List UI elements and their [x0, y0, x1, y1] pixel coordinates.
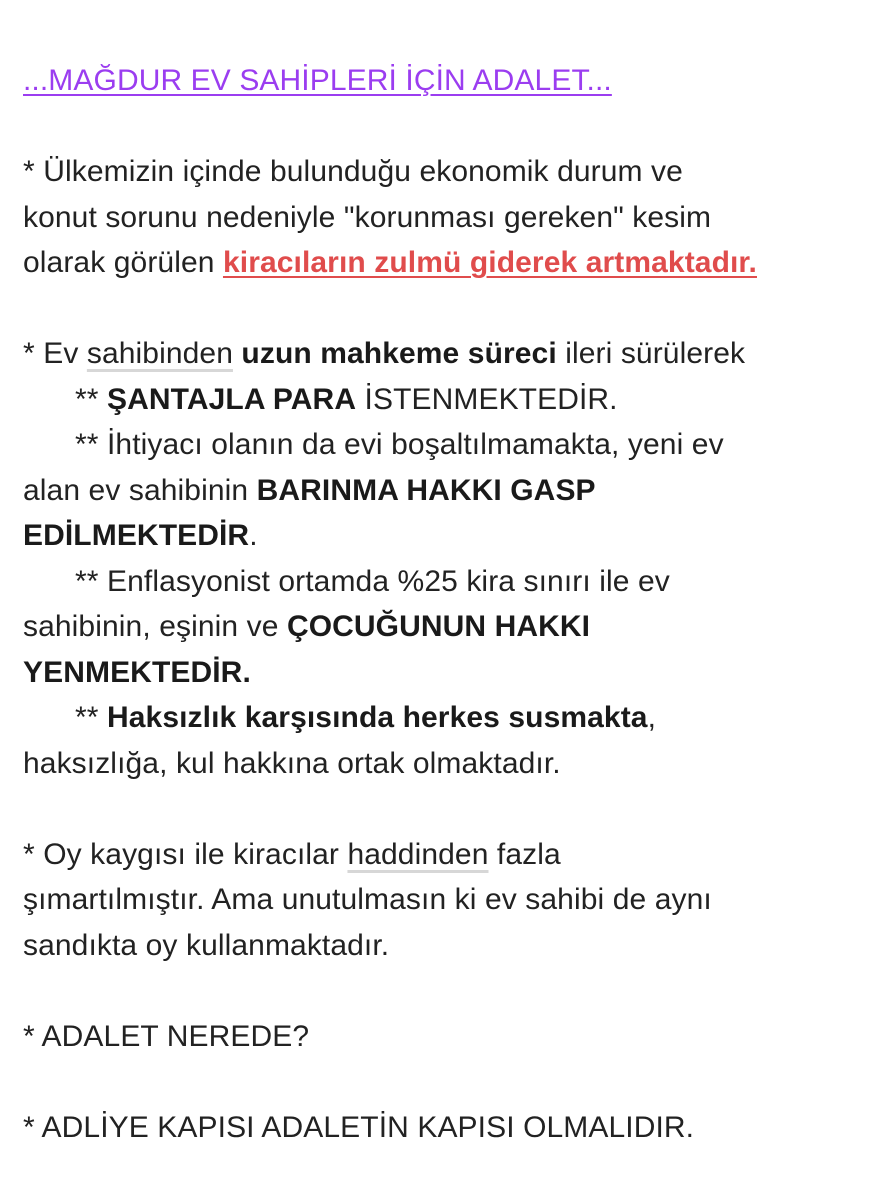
text: **	[75, 701, 107, 734]
bullet-3-line-1	[23, 559, 863, 605]
text: İSTENMEKTEDİR.	[356, 382, 618, 416]
title-line	[23, 58, 863, 104]
text: ** Enflasyonist ortamda %25 kira sınırı ile ev	[75, 564, 670, 598]
text: * Ev	[23, 337, 87, 370]
paragraph-4	[23, 1014, 863, 1060]
bullet-1	[23, 377, 863, 423]
text: şımartılmıştır. Ama unutulmasın ki ev sahibi de aynı	[23, 883, 712, 916]
text: sahibinin, eşinin ve	[23, 610, 287, 643]
highlighted-red-text: kiracıların zulmü giderek artmaktadır.	[222, 246, 757, 279]
document-body	[23, 58, 863, 1150]
paragraph-1-line-2	[23, 195, 863, 241]
text: **	[75, 382, 107, 416]
spacer	[23, 1059, 863, 1105]
bullet-3-line-3	[23, 650, 863, 696]
text: .	[249, 519, 258, 552]
text: * Oy kaygısı ile kiracılar	[23, 837, 348, 871]
bullet-2-line-3	[23, 513, 863, 559]
text: haksızlığa, kul hakkına ortak olmaktadır.	[23, 746, 561, 780]
bold-text: YENMEKTEDİR.	[23, 655, 251, 689]
bullet-2-line-2	[23, 468, 863, 514]
text: olarak görülen	[23, 246, 223, 279]
underlined-word: sahibinden	[86, 337, 233, 370]
text: ** İhtiyacı olanın da evi boşaltılmamakta, yeni ev	[75, 428, 724, 461]
bullet-4-line-1	[23, 695, 863, 741]
paragraph-3-line-3	[23, 923, 863, 969]
paragraph-5	[23, 1105, 863, 1151]
paragraph-3-line-2	[23, 877, 863, 923]
bullet-4-line-2	[23, 741, 863, 787]
bold-text: BARINMA HAKKI GASP	[256, 473, 596, 507]
text: ileri sürülerek	[556, 337, 746, 370]
text: ,	[647, 701, 657, 734]
spacer	[23, 968, 863, 1014]
paragraph-2-line-1	[23, 331, 863, 377]
underlined-word: haddinden	[347, 837, 489, 871]
spacer	[23, 786, 863, 832]
text: konut sorunu nedeniyle "korunması gereken" kesim	[23, 200, 712, 234]
paragraph-1-line-3	[23, 240, 863, 286]
spacer	[23, 286, 863, 332]
bullet-2-line-1	[23, 422, 863, 468]
text: fazla	[488, 837, 561, 871]
bold-text: EDİLMEKTEDİR	[23, 519, 250, 552]
text: sandıkta oy kullanmaktadır.	[23, 928, 390, 962]
text: * Ülkemizin içinde bulunduğu ekonomik durum ve	[23, 155, 683, 188]
paragraph-1-line-1	[23, 149, 863, 195]
paragraph-3-line-1	[23, 832, 863, 878]
document-title: ...MAĞDUR EV SAHİPLERİ İÇİN ADALET...	[23, 64, 612, 97]
bullet-3-line-2	[23, 604, 863, 650]
text: * ADLİYE KAPISI ADALETİN KAPISI OLMALIDIR.	[23, 1110, 695, 1144]
text: * ADALET NEREDE?	[23, 1019, 310, 1053]
bold-text: ŞANTAJLA PARA	[107, 382, 357, 416]
bold-text: ÇOCUĞUNUN HAKKI	[286, 610, 591, 643]
text: alan ev sahibinin	[23, 473, 257, 507]
bold-text: Haksızlık karşısında herkes susmakta	[107, 701, 648, 734]
spacer	[23, 104, 863, 150]
bold-text: uzun mahkeme süreci	[241, 337, 557, 370]
